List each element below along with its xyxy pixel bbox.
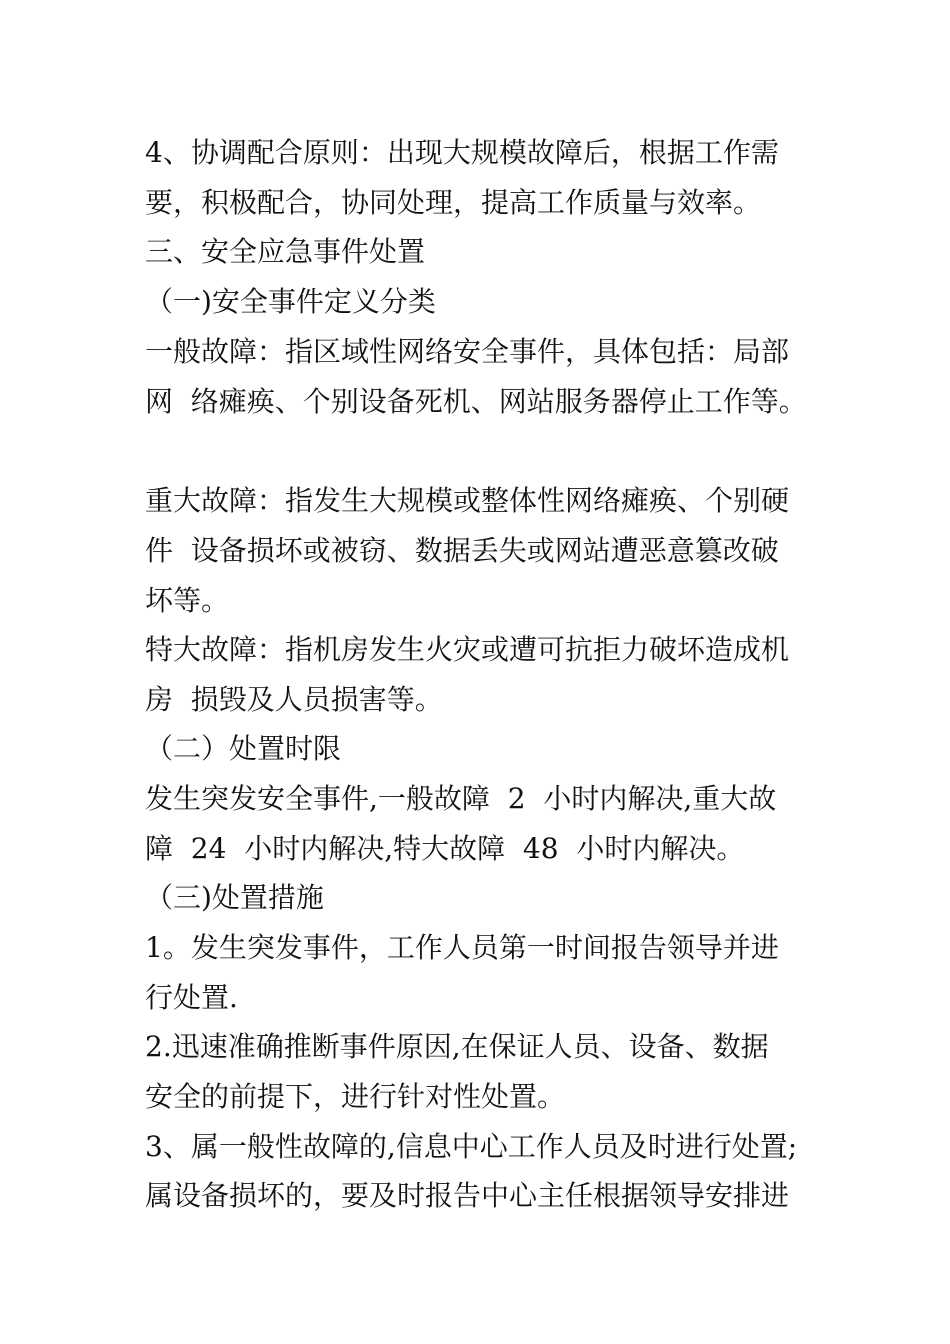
text-line-20: 3、属一般性故障的,信息中心工作人员及时进行处置; xyxy=(145,1130,798,1163)
text-line-7: 重大故障：指发生大规模或整体性网络瘫痪、个别硬 xyxy=(145,484,790,517)
section-heading-3: 三、安全应急事件处置 xyxy=(145,235,426,268)
text-line-19: 安全的前提下，进行针对性处置。 xyxy=(145,1080,566,1113)
text-line-8: 件 设备损坏或被窃、数据丢失或网站遭恶意篡改破 xyxy=(145,534,779,567)
subsection-heading-2: （二）处置时限 xyxy=(145,732,342,765)
text-line-1: 4、协调配合原则：出现大规模故障后，根据工作需 xyxy=(145,136,779,169)
text-line-21: 属设备损坏的，要及时报告中心主任根据领导安排进 xyxy=(145,1179,790,1212)
subsection-heading-1: （一)安全事件定义分类 xyxy=(145,285,436,318)
text-line-10: 特大故障：指机房发生火灾或遭可抗拒力破坏造成机 xyxy=(145,633,790,666)
subsection-heading-3: （三)处置措施 xyxy=(145,881,324,914)
text-line-5: 一般故障：指区域性网络安全事件，具体包括：局部 xyxy=(145,335,790,368)
text-line-16: 1。发生突发事件，工作人员第一时间报告领导并进 xyxy=(145,931,779,964)
text-line-18: 2.迅速准确推断事件原因,在保证人员、设备、数据 xyxy=(145,1030,769,1063)
text-line-17: 行处置. xyxy=(145,981,238,1014)
text-line-6: 网 络瘫痪、个别设备死机、网站服务器停止工作等。 xyxy=(145,385,807,418)
text-line-11: 房 损毁及人员损害等。 xyxy=(145,683,443,716)
text-line-13: 发生突发安全事件,一般故障 2 小时内解决,重大故 xyxy=(145,782,777,815)
text-line-9: 坏等。 xyxy=(145,584,230,617)
text-line-2: 要，积极配合，协同处理，提高工作质量与效率。 xyxy=(145,186,762,219)
text-line-14: 障 24 小时内解决,特大故障 48 小时内解决。 xyxy=(145,832,745,865)
